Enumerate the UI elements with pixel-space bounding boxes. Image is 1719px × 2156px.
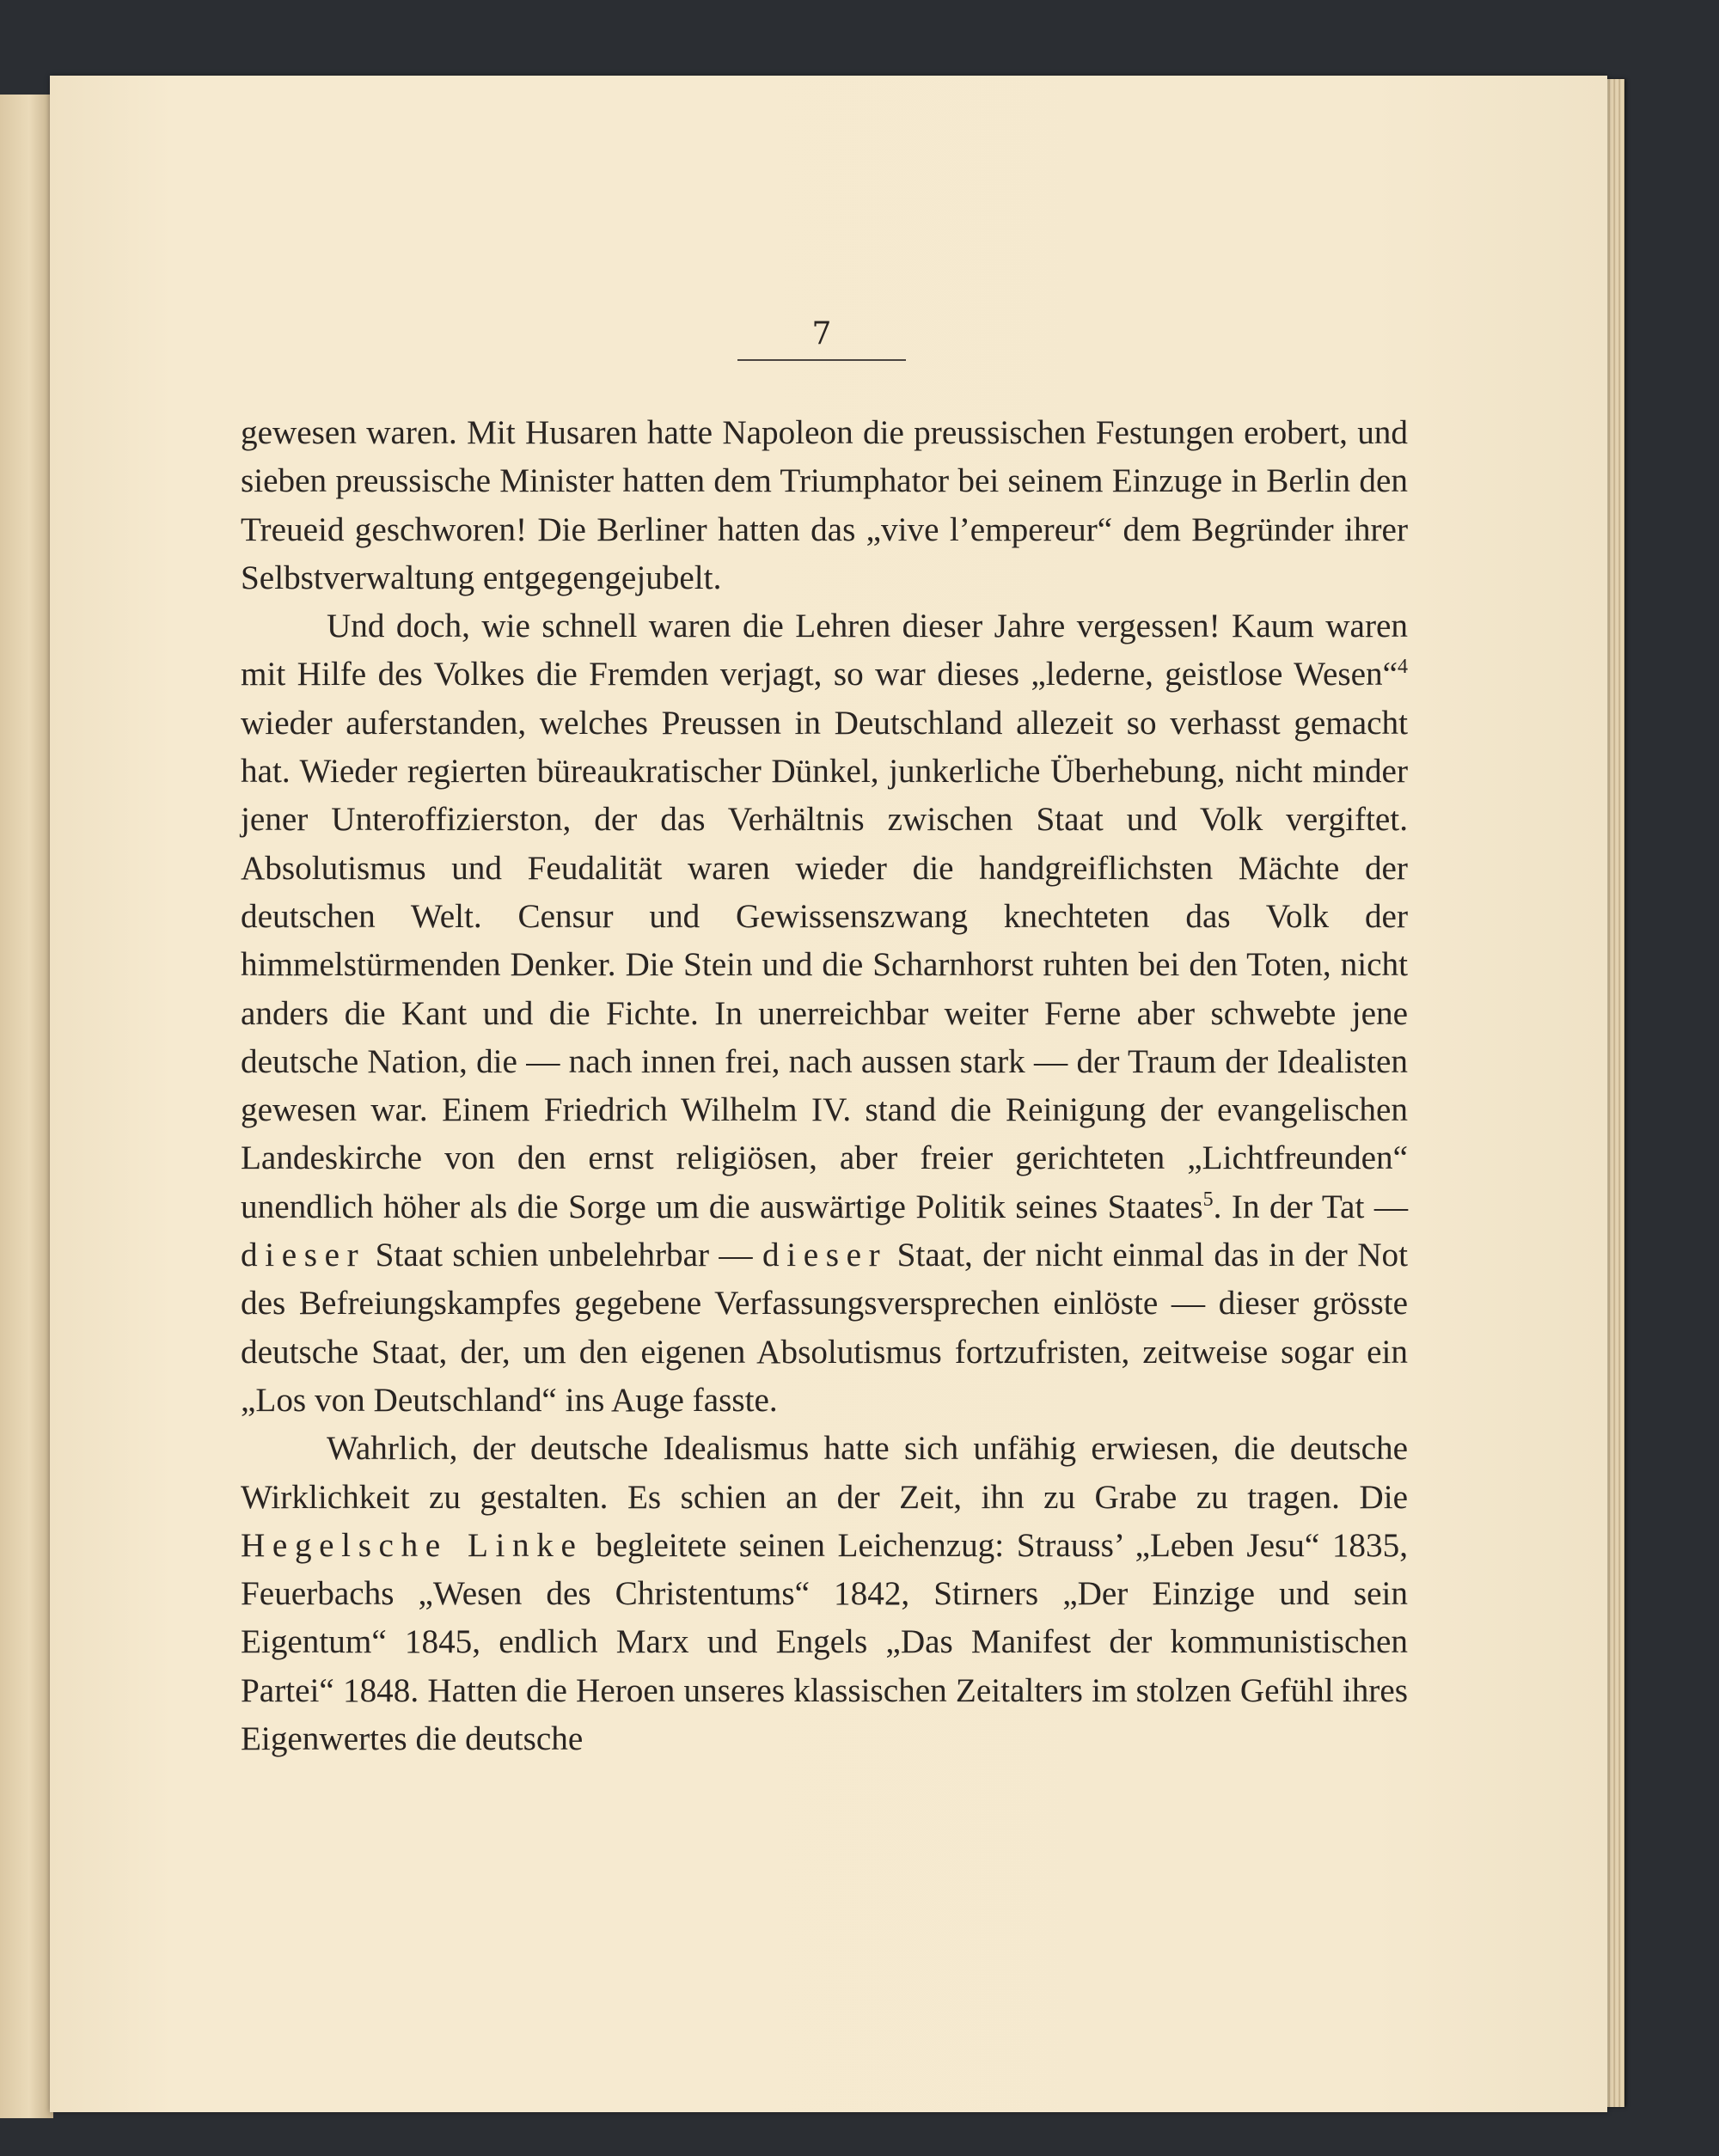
emphasized-word: dieser (762, 1237, 888, 1274)
footnote-ref-4: 4 (1398, 656, 1408, 679)
paragraph-2 (241, 602, 1408, 1425)
paragraph-text: Staat, der nicht einmal das in der Not des Befreiungskampfes gegebene Verfassungsversprechen einlöste — dieser grösste deutsche Staat, der, um den eigenen Absolutismus fortzufristen, zeitweise sogar ein „Los von Deutschland“ ins Auge fasste. (241, 1237, 1409, 1419)
paragraph-text: Wahrlich, der deutsche Idealismus hatte sich unfähig erwiesen, die deutsche Wirklichkeit zu gestalten. Es schien an der Zeit, ihn zu Grabe zu tragen. Die (241, 1430, 1408, 1516)
footnote-ref-5: 5 (1202, 1188, 1214, 1211)
paragraph-1 (241, 409, 1408, 602)
page-number: 7 (811, 316, 832, 351)
paragraph-text: gewesen waren. Mit Husaren hatte Napoleon die preussischen Festungen erobert, und sieben preussische Minister hatten dem Triumphator bei seinem Einzuge in Berlin den Treueid geschworen! Die Berliner hatten das „vive l’empereur“ dem Begründer ihrer Selbstverwaltung entgegengejubelt. (241, 414, 1408, 596)
paragraph-text: Und doch, wie schnell waren die Lehren dieser Jahre vergessen! Kaum waren mit Hilfe des Volkes die Fremden verjagt, so war dieses „lederne, geistlose Wesen“ (241, 608, 1408, 693)
book-page (50, 76, 1607, 2112)
emphasized-word: dieser (241, 1237, 366, 1274)
header-rule (737, 359, 906, 361)
paragraph-3 (241, 1425, 1408, 1763)
body-text (241, 409, 1408, 1763)
paragraph-text: begleitete seinen Leichenzug: Strauss’ „Leben Jesu“ 1835, Feuerbachs „Wesen des Christentums“ 1842, Stirners „Der Einzige und sein Eigentum“ 1845, endlich Marx und Engels „Das Manifest der kommunistischen Partei“ 1848. Hatten die Heroen unseres klassischen Zeitalters im stolzen Gefühl ihres Eigenwertes die deutsche (241, 1526, 1408, 1758)
paragraph-text: Staat schien unbelehrbar — (365, 1237, 762, 1274)
paragraph-text: wieder auferstanden, welches Preussen in Deutschland allezeit so verhasst gemacht hat. Wieder regierten büreaukratischer Dünkel, junkerliche Überhebung, nicht minder jener Unteroffizierston, der das Verhältnis zwischen Staat und Volk vergiftet. Absolutismus und Feudalität waren wieder die handgreiflichsten Mächte der deutschen Welt. Censur und Gewissenszwang knechteten das Volk der himmelstürmenden Denker. Die Stein und die Scharnhorst ruhten bei den Toten, nicht anders die Kant und die Fichte. In unerreichbar weiter Ferne aber schwebte jene deutsche Nation, die — nach innen frei, nach aussen stark — der Traum der Idealisten gewesen war. Einem Friedrich Wilhelm IV. stand die Reinigung der evangelischen Landeskirche von den ernst religiösen, aber freier gerichteten „Lichtfreunden“ unendlich höher als die Sorge um die auswärtige Politik seines Staates (241, 704, 1408, 1225)
previous-page-edge (0, 95, 53, 2118)
paragraph-text: . In der Tat — (1213, 1188, 1409, 1225)
emphasized-name: Hegelsche Linke (241, 1526, 584, 1564)
